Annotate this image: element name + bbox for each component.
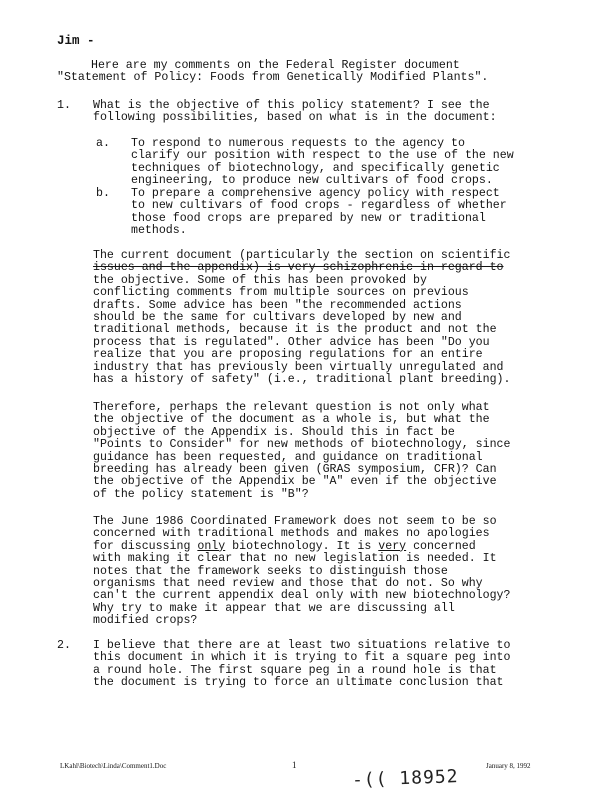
sub-item-b [131,188,507,238]
text-line: this document in which it is trying to fit a square peg into [93,651,511,665]
intro-line: "Statement of Policy: Foods from Genetically Modified Plants". [57,71,489,85]
text-fragment: concerned [406,539,476,553]
text-line: conflicting comments from multiple sources on previous [93,286,469,300]
item-1-question [93,100,497,125]
sub-item-label: b. [96,187,110,200]
paragraph-coordinated-framework [93,516,510,628]
text-line: concerned with traditional methods and makes no apologies [93,527,490,541]
text-line: The current document (particularly the section on scientific [93,249,511,262]
text-fragment: biotechnology. It is [225,539,379,553]
intro-line: Here are my comments on the Federal Register document [91,59,460,72]
text-line: objective of the Appendix is. Should this in fact be [93,425,455,439]
text-line: engineering, to produce new cultivars of food crops. [131,174,493,188]
item-number: 2. [57,639,71,652]
text-line: a round hole. The first square peg in a round hole is that [93,663,497,677]
text-line: should be the same for cultivars developed by new and [93,311,462,325]
text-line: drafts. Some advice has been "the recommended actions [93,298,462,312]
text-line: of the policy statement is "B"? [93,487,309,501]
text-line: the objective of the document as a whole is, but what the [93,413,490,427]
text-line: traditional methods, because it is the product and not the [93,323,497,337]
intro-paragraph [57,59,489,85]
text-line: "Points to Consider" for new methods of biotechnology, since [93,438,511,452]
text-line: techniques of biotechnology, and specifically genetic [131,161,500,175]
footer-file-path: LKahl\Biotech\Linda\Comment1.Doc [60,762,167,770]
sub-item-a [131,138,514,188]
struck-text-line: issues and the appendix) is very schizophrenic in regard to [93,261,504,275]
document-stamp-number: -(( 18952 [351,766,459,791]
text-line: with making it clear that no new legislation is needed. It [93,552,497,566]
salutation: Jim - [57,34,95,48]
underlined-word: very [378,539,407,553]
underlined-word: only [197,539,226,553]
text-line: realize that you are proposing regulations for an entire [93,348,483,362]
text-line: The June 1986 Coordinated Framework does not seem to be so [93,515,497,528]
text-line: the objective of the Appendix be "A" even if the objective [93,475,497,489]
text-line: Therefore, perhaps the relevant question is not only what [93,401,490,414]
text-line: those food crops are prepared by new or traditional [131,211,486,225]
text-line: following possibilities, based on what is in the document: [93,111,497,125]
paragraph-current-document [93,250,510,386]
text-line: What is the objective of this policy statement? I see the [93,99,490,112]
text-line: methods. [131,224,187,238]
text-line: To respond to numerous requests to the agency to [131,137,465,150]
text-line: Why try to make it appear that we are discussing all [93,601,455,615]
text-line: process that is regulated". Other advice has been "Do you [93,335,490,349]
footer-page-number: 1 [292,760,297,770]
footer-date: January 8, 1992 [486,762,531,770]
text-line: the document is trying to force an ultimate conclusion that [93,676,504,690]
text-fragment: for discussing [93,539,198,553]
text-line: has a history of safety" (i.e., traditional plant breeding). [93,373,511,387]
text-line: the objective. Some of this has been provoked by [93,273,427,287]
text-line: modified crops? [93,614,198,628]
text-line: I believe that there are at least two situations relative to [93,639,511,652]
text-line: breeding has already been given (GRAS symposium, CFR)? Can [93,463,497,477]
item-2-paragraph [93,640,510,690]
item-number: 1. [57,99,71,112]
text-line: can't the current appendix deal only with new biotechnology? [93,589,511,603]
text-line: clarify our position with respect to the use of the new [131,149,514,163]
text-line: To prepare a comprehensive agency policy with respect [131,187,500,200]
sub-item-label: a. [96,137,110,150]
text-line: notes that the framework seeks to distinguish those [93,564,448,578]
text-line: industry that has previously been virtually unregulated and [93,360,504,374]
text-line: guidance has been requested, and guidance on traditional [93,450,483,464]
text-line: to new cultivars of food crops - regardless of whether [131,199,507,213]
paragraph-therefore [93,402,510,501]
text-line: organisms that need review and those that do not. So why [93,577,483,591]
